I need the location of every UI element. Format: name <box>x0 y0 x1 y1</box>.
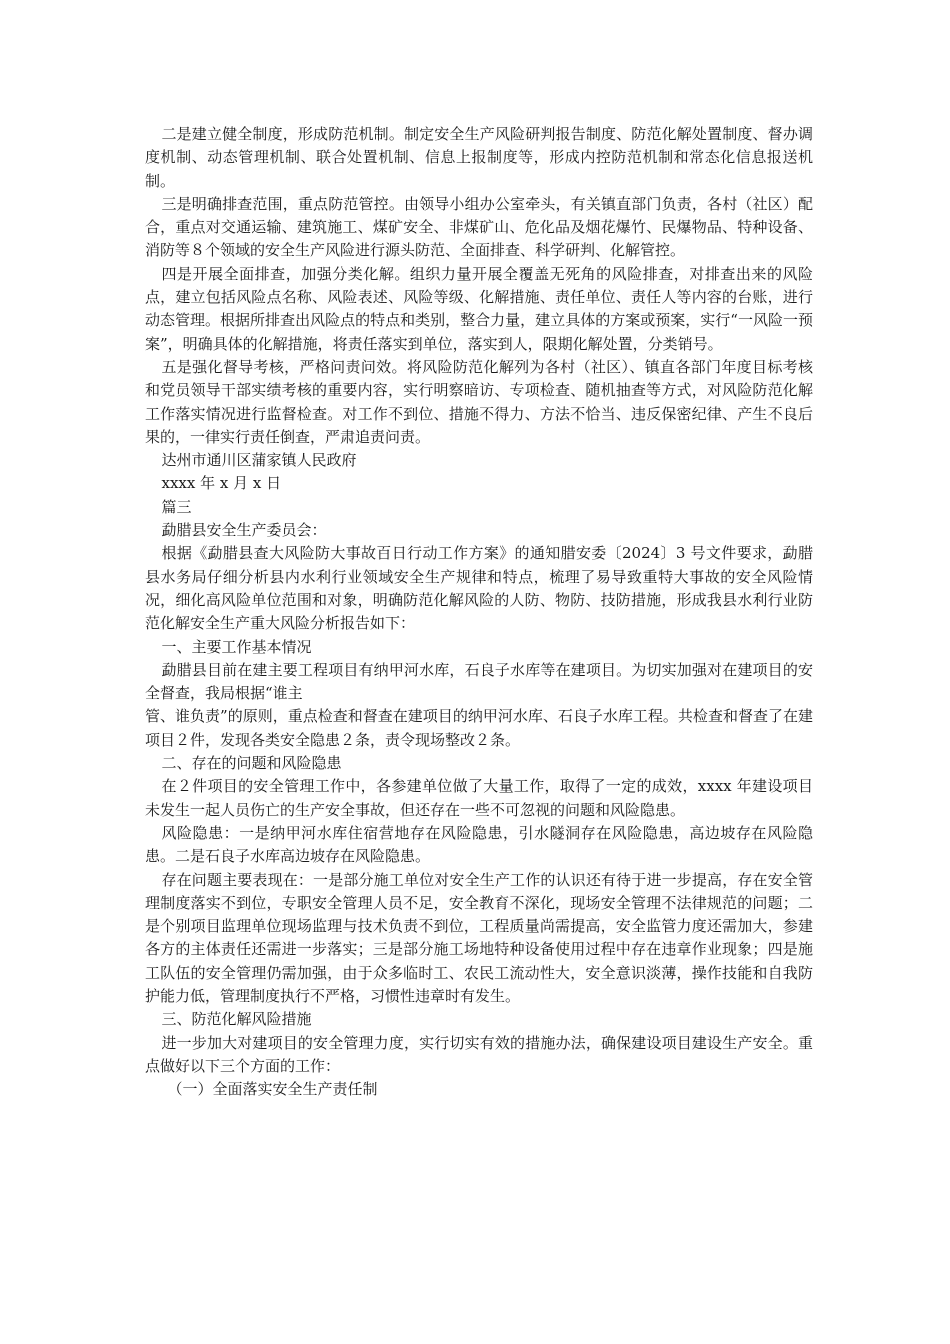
paragraph-problems: 存在问题主要表现在：一是部分施工单位对安全生产工作的认识还有待于进一步提高，存在安全管理制度落实不到位，专职安全管理人员不足，安全教育不深化，现场安全管理不法律规范的问题；二是个别项目监理单位现场监理与技术负责不到位，工程质量尚需提高，安全监管力度还需加大，参建各方的主体责任还需进一步落实；三是部分施工场地特种设备使用过程中存在违章作业现象；四是施工队伍的安全管理仍需加强，由于众多临时工、农民工流动性大，安全意识淡薄，操作技能和自我防护能力低，管理制度执行不严格，习惯性违章时有发生。 <box>145 870 813 1005</box>
paragraph-hazards: 风险隐患：一是纳甲河水库住宿营地存在风险隐患，引水隧洞存在风险隐患，高边坡存在风险隐患。二是石良子水库高边坡存在风险隐患。 <box>145 823 813 866</box>
signature-date: xxxx 年 x 月 x 日 <box>161 474 282 493</box>
section-heading: 篇三 <box>161 497 192 516</box>
heading-3: 三、防范化解风险措施 <box>161 1010 312 1029</box>
paragraph-achievements: 在２件项目的安全管理工作中，各参建单位做了大量工作，取得了一定的成效，xxxx 年建设项目未发生一起人员伤亡的生产安全事故，但还存在一些不可忽视的问题和风险隐患。 <box>145 777 813 819</box>
paragraph-measures: 进一步加大对建项目的安全管理力度，实行切实有效的措施办法，确保建设项目建设生产安全。重点做好以下三个方面的工作： <box>145 1033 813 1075</box>
signature-organization: 达州市通川区蒲家镇人民政府 <box>161 451 357 470</box>
salutation: 勐腊县安全生产委员会： <box>161 521 327 540</box>
heading-1: 一、主要工作基本情况 <box>161 637 312 656</box>
document-page <box>145 123 813 1101</box>
paragraph-3: 三是明确排查范围，重点防范管控。由领导小组办公室牵头，有关镇直部门负责，各村（社区）配合，重点对交通运输、建筑施工、煤矿安全、非煤矿山、危化品及烟花爆竹、民爆物品、特种设备、消防等８个领域的安全生产风险进行源头防范、全面排查、科学研判、化解管控。 <box>145 194 813 260</box>
paragraph-projects-cont: 管、谁负责”的原则，重点检查和督查在建项目的纳甲河水库、石良子水库工程。共检查和督查了在建项目２件，发现各类安全隐患２条，责令现场整改２条。 <box>145 707 813 749</box>
paragraph-5: 五是强化督导考核，严格问责问效。将风险防范化解列为各村（社区）、镇直各部门年度目标考核和党员领导干部实绩考核的重要内容，实行明察暗访、专项检查、随机抽查等方式，对风险防范化解工作落实情况进行监督检查。对工作不到位、措施不得力、方法不恰当、违反保密纪律、产生不良后果的，一律实行责任倒查，严肃追责问责。 <box>145 357 813 446</box>
paragraph-2: 二是建立健全制度，形成防范机制。制定安全生产风险研判报告制度、防范化解处置制度、督办调度机制、动态管理机制、联合处置机制、信息上报制度等，形成内控防范机制和常态化信息报送机制。 <box>145 125 813 190</box>
subheading-1: （一）全面落实安全生产责任制 <box>167 1080 378 1099</box>
heading-2: 二、存在的问题和风险隐患 <box>161 754 342 773</box>
paragraph-4: 四是开展全面排查，加强分类化解。组织力量开展全覆盖无死角的风险排查，对排查出来的风险点，建立包括风险点名称、风险表述、风险等级、化解措施、责任单位、责任人等内容的台账，进行动态管理。根据所排查出风险点的特点和类别，整合力量，建立具体的方案或预案，实行“一风险一预案”，明确具体的化解措施，将责任落实到单位，落实到人，限期化解处置，分类销号。 <box>145 264 813 353</box>
paragraph-projects: 勐腊县目前在建主要工程项目有纳甲河水库，石良子水库等在建项目。为切实加强对在建项目的安全督查，我局根据“谁主 <box>145 660 813 703</box>
intro-paragraph: 根据《勐腊县查大风险防大事故百日行动工作方案》的通知腊安委〔2024〕3 号文件要求，勐腊县水务局仔细分析县内水利行业领域安全生产规律和特点，梳理了易导致重特大事故的安全风险情况，细化高风险单位范围和对象，明确防范化解风险的人防、物防、技防措施，形成我县水利行业防范化解安全生产重大风险分析报告如下： <box>145 544 813 633</box>
